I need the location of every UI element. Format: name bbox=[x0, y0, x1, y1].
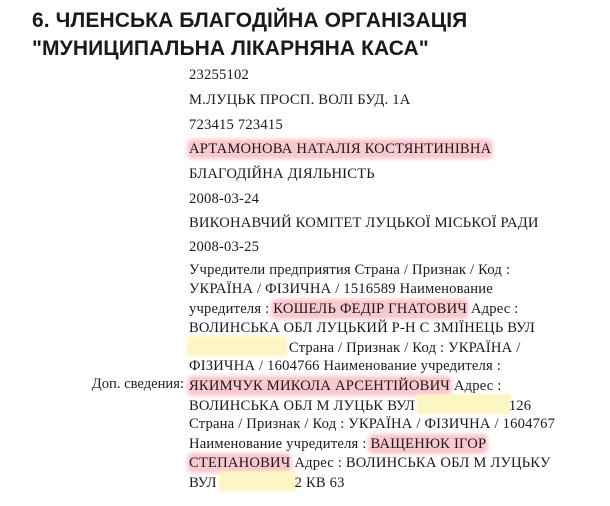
redacted-block bbox=[221, 473, 295, 489]
extra-line: ВОЛИНСЬКА ОБЛ ЛУЦЬКИЙ Р-Н С ЗМІЇНЕЦЬ ВУЛ bbox=[189, 319, 535, 336]
org-title-line2: "МУНИЦИПАЛЬНА ЛІКАРНЯНА КАСА" bbox=[32, 37, 429, 60]
extra-text: ВУЛ bbox=[189, 475, 221, 492]
extra-info-label: Доп. сведения: bbox=[91, 376, 184, 392]
extra-text: Адрес : bbox=[450, 377, 502, 394]
director-name: АРТАМОНОВА НАТАЛІЯ КОСТЯНТИНІВНА bbox=[189, 141, 492, 157]
field-value: М.ЛУЦЬК ПРОСП. ВОЛІ БУД. 1А bbox=[189, 92, 411, 108]
extra-text: ВОЛИНСЬКА ОБЛ М ЛУЦЬК ВУЛ bbox=[189, 398, 419, 415]
org-title bbox=[32, 7, 467, 63]
field-value: 23255102 bbox=[189, 67, 249, 83]
field-value: 2008-03-25 bbox=[189, 239, 260, 255]
extra-line bbox=[189, 300, 607, 319]
redacted-block bbox=[419, 396, 509, 412]
extra-text: Наименование учредителя : bbox=[189, 435, 371, 452]
field-value: 723415 723415 bbox=[189, 117, 283, 133]
extra-line: ФІЗИЧНА / 1604766 Наименование учредителя : bbox=[189, 358, 502, 375]
founder-name-3b: СТЕПАНОВИЧ bbox=[189, 454, 291, 471]
extra-text: Страна / Признак / Код : УКРАЇНА / bbox=[285, 340, 521, 357]
extra-line bbox=[189, 435, 607, 454]
field-value: 2008-03-24 bbox=[189, 191, 260, 207]
extra-line bbox=[189, 377, 607, 396]
field-value: БЛАГОДІЙНА ДІЯЛЬНІСТЬ bbox=[189, 166, 375, 182]
extra-line: УКРАЇНА / ФІЗИЧНА / 1516589 Наименование bbox=[189, 281, 493, 298]
extra-text: Адрес : bbox=[467, 300, 519, 317]
extra-text: 2 КВ 63 bbox=[294, 475, 345, 492]
extra-line bbox=[189, 338, 607, 357]
redacted-block bbox=[189, 338, 285, 354]
extra-text: Адрес : ВОЛИНСЬКА ОБЛ М ЛУЦЬКУ bbox=[290, 454, 551, 471]
field-value-wrap bbox=[189, 137, 491, 161]
extra-line bbox=[189, 473, 607, 492]
extra-info-text bbox=[189, 261, 607, 493]
extra-line bbox=[189, 454, 607, 473]
extra-text: учредителя : bbox=[189, 300, 274, 317]
extra-line bbox=[189, 396, 607, 415]
field-value: ВИКОНАВЧИЙ КОМІТЕТ ЛУЦЬКОЇ МІСЬКОЇ РАДИ bbox=[189, 215, 539, 231]
extra-text: 126 bbox=[508, 398, 532, 415]
extra-line: Учредители предприятия Страна / Признак / Код : bbox=[189, 262, 511, 278]
org-title-line1: 6. ЧЛЕНСЬКА БЛАГОДІЙНА ОРГАНІЗАЦІЯ bbox=[32, 9, 468, 32]
extra-line: Страна / Признак / Код : УКРАЇНА / ФІЗИЧНА / 1604767 bbox=[189, 416, 556, 433]
founder-name-1: КОШЕЛЬ ФЕДІР ГНАТОВИЧ bbox=[273, 300, 468, 317]
founder-name-2: ЯКИМЧУК МИКОЛА АРСЕНТІЙОВИЧ bbox=[189, 377, 450, 394]
founder-name-3a: ВАЩЕНЮК ІГОР bbox=[370, 435, 487, 452]
